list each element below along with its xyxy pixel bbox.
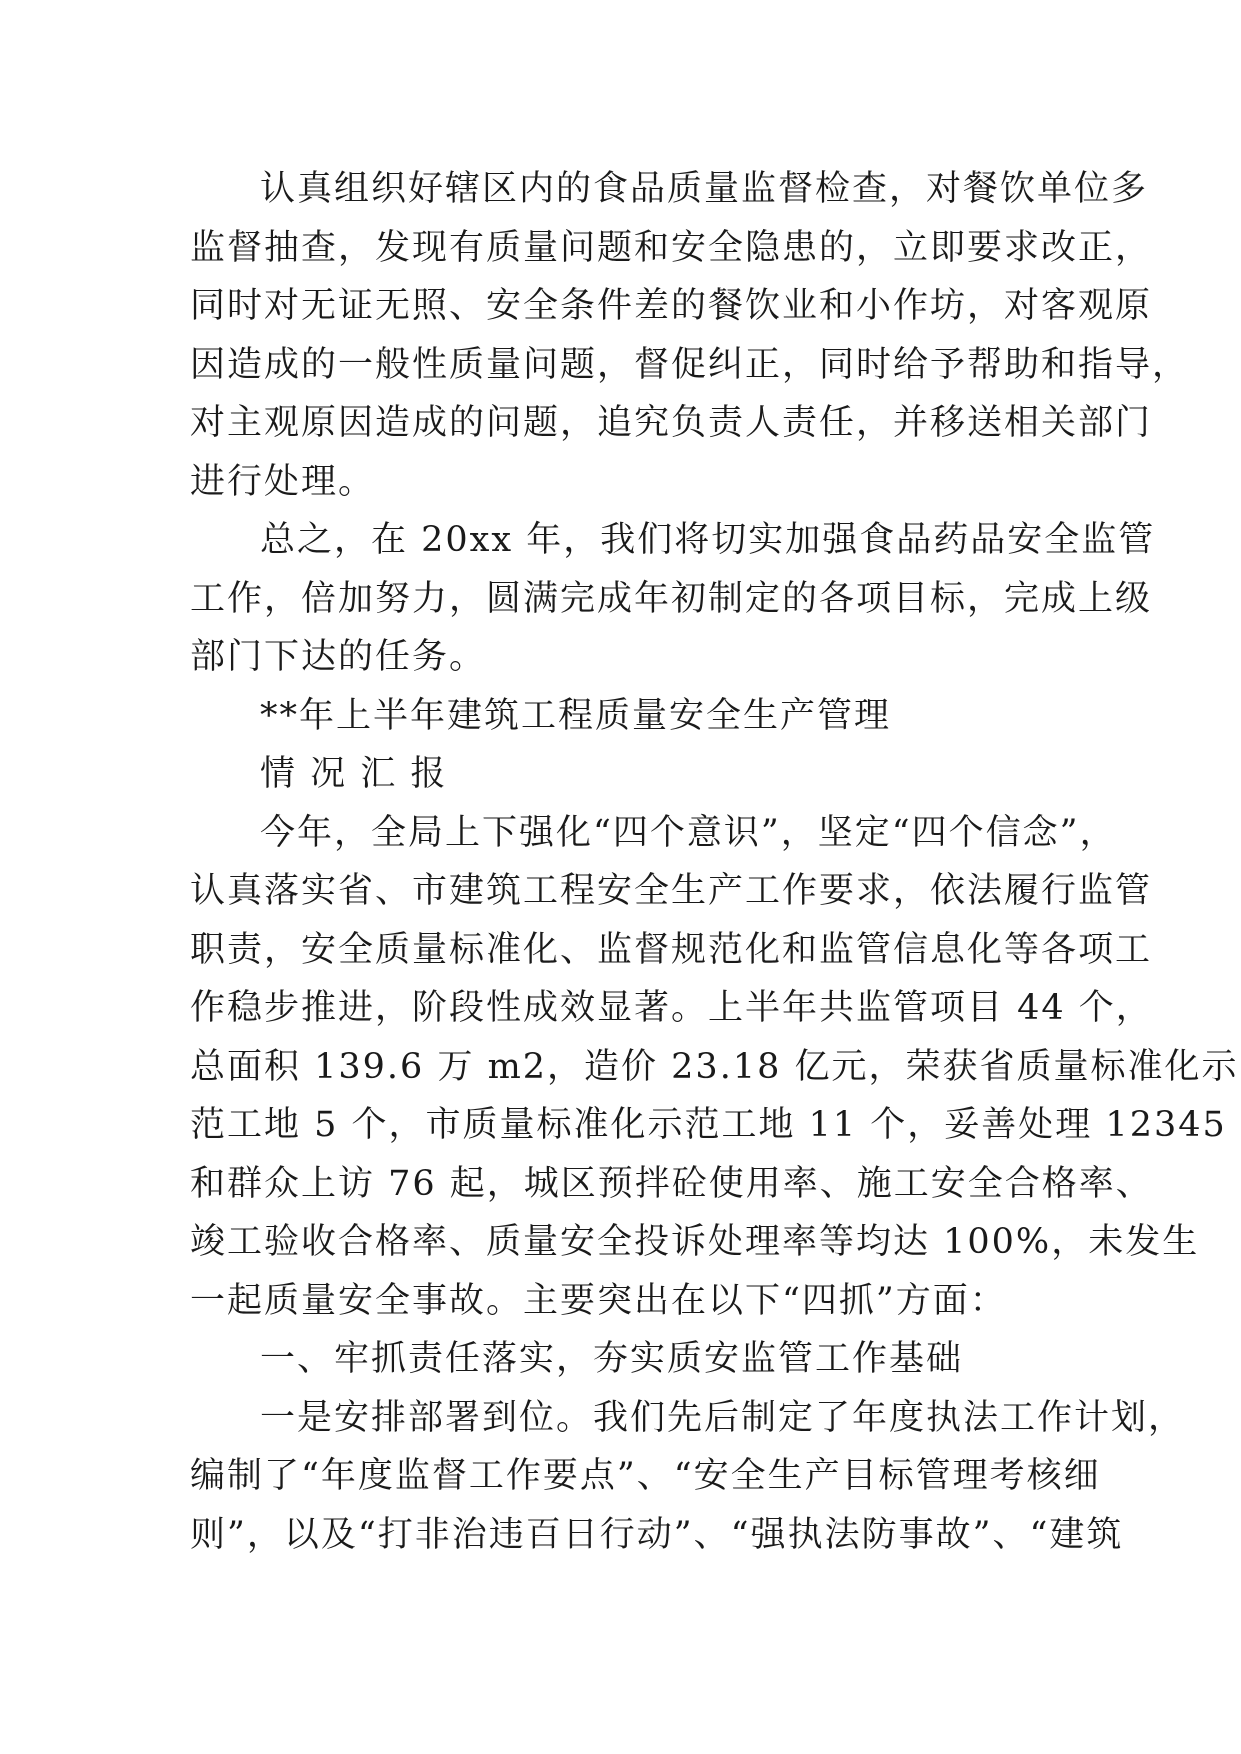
document-body — [190, 160, 1239, 1564]
body-line: 部门下达的任务。 — [190, 637, 487, 677]
body-line: 今年，全局上下强化“四个意识”，坚定“四个信念”， — [260, 812, 1117, 853]
body-line: 竣工验收合格率、质量安全投诉处理率等均达 100%，未发生 — [190, 1222, 1200, 1262]
body-line: 对主观原因造成的问题，追究负责人责任，并移送相关部门 — [190, 403, 1153, 443]
section-subtitle: 情 况 汇 报 — [260, 754, 448, 794]
body-line: 一起质量安全事故。主要突出在以下“四抓”方面： — [190, 1280, 1007, 1321]
body-line: 和群众上访 76 起，城区预拌砼使用率、施工安全合格率、 — [190, 1163, 1153, 1204]
body-line: 认真落实省、市建筑工程安全生产工作要求，依法履行监管 — [190, 871, 1153, 911]
body-line: 进行处理。 — [190, 461, 376, 502]
body-line: 一是安排部署到位。我们先后制定了年度执法工作计划， — [260, 1397, 1186, 1438]
body-line: 职责，安全质量标准化、监督规范化和监管信息化等各项工 — [190, 929, 1153, 970]
section-title: **年上半年建筑工程质量安全生产管理 — [260, 695, 892, 736]
body-line: 总面积 139.6 万 m2，造价 23.18 亿元，荣获省质量标准化示 — [190, 1046, 1239, 1087]
body-line: 范工地 5 个，市质量标准化示范工地 11 个，妥善处理 12345 — [190, 1105, 1227, 1145]
body-line: 监督抽查，发现有质量问题和安全隐患的，立即要求改正， — [190, 227, 1153, 268]
body-line: 工作，倍加努力，圆满完成年初制定的各项目标，完成上级 — [190, 578, 1153, 619]
body-line: 认真组织好辖区内的食品质量监督检查，对餐饮单位多 — [260, 169, 1149, 209]
section-heading: 一、牢抓责任落实，夯实质安监管工作基础 — [260, 1339, 964, 1379]
body-line: 总之，在 20xx 年，我们将切实加强食品药品安全监管 — [260, 520, 1156, 560]
body-line: 因造成的一般性质量问题，督促纠正，同时给予帮助和指导， — [190, 344, 1190, 385]
body-line: 同时对无证无照、安全条件差的餐饮业和小作坊，对客观原 — [190, 286, 1153, 326]
body-line: 则”，以及“打非治违百日行动”、“强执法防事故”、“建筑 — [190, 1514, 1124, 1555]
body-line: 作稳步推进，阶段性成效显著。上半年共监管项目 44 个， — [190, 988, 1153, 1028]
body-line: 编制了“年度监督工作要点”、“安全生产目标管理考核细 — [190, 1456, 1101, 1496]
